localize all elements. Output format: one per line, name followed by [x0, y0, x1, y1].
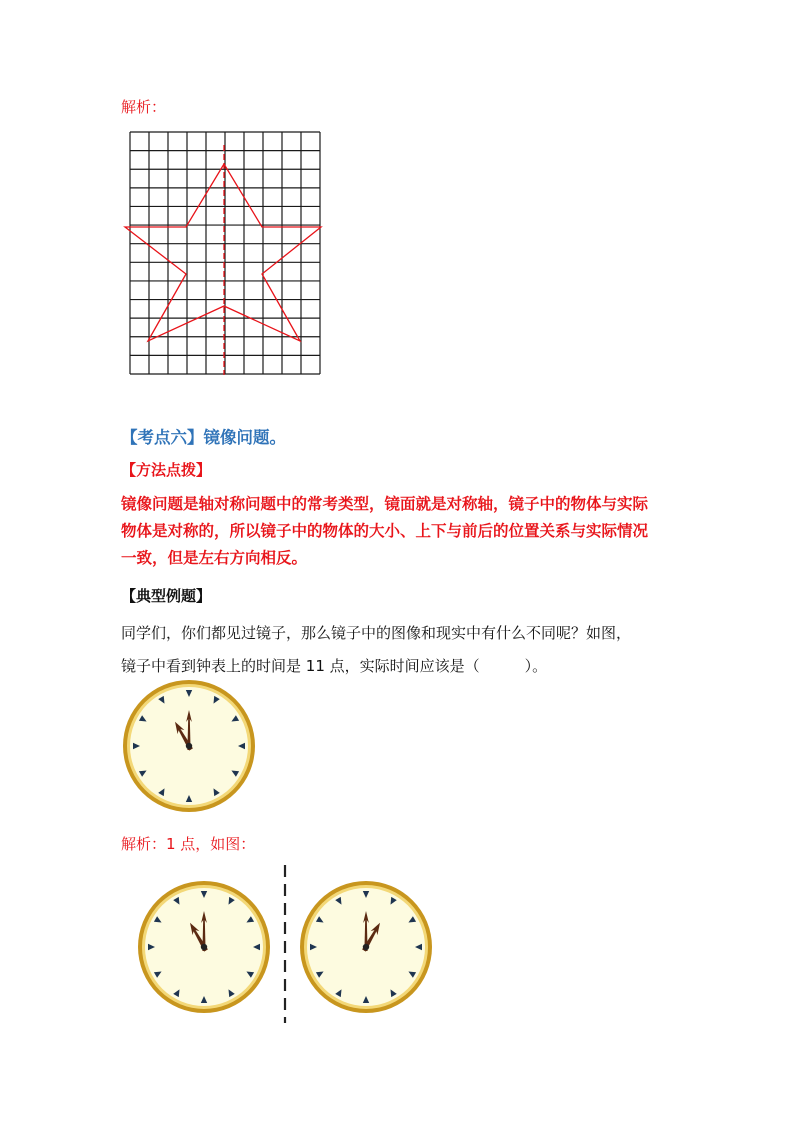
- example-body: [121, 617, 631, 683]
- star-grid-figure: [129, 131, 321, 375]
- analysis-answer: 解析：1 点，如图：: [121, 835, 256, 853]
- section-title: 【考点六】镜像问题。: [121, 428, 286, 447]
- analysis-label: 解析：: [121, 98, 167, 116]
- clock-center: [363, 944, 369, 950]
- example-line: 镜子中看到钟表上的时间是 11 点，实际时间应该是（ ）。: [121, 657, 548, 675]
- method-line: 物体是对称的，所以镜子中的物体的大小、上下与前后的位置关系与实际情况: [121, 522, 649, 540]
- mirror-line: [282, 865, 288, 1023]
- clock-mirror-figure: [136, 879, 272, 1015]
- clock-center: [186, 743, 192, 749]
- method-title: 【方法点拨】: [121, 461, 212, 479]
- clock-actual-figure: [298, 879, 434, 1015]
- example-title: 【典型例题】: [121, 587, 212, 605]
- clock-center: [201, 944, 207, 950]
- method-line: 镜像问题是轴对称问题中的常考类型，镜面就是对称轴，镜子中的物体与实际: [121, 495, 649, 513]
- clock-example-figure: [121, 678, 257, 814]
- star-outline: [125, 164, 321, 341]
- example-line: 同学们，你们都见过镜子，那么镜子中的图像和现实中有什么不同呢？如图，: [121, 624, 632, 642]
- method-line: 一致，但是左右方向相反。: [121, 549, 308, 567]
- method-body: [121, 491, 648, 572]
